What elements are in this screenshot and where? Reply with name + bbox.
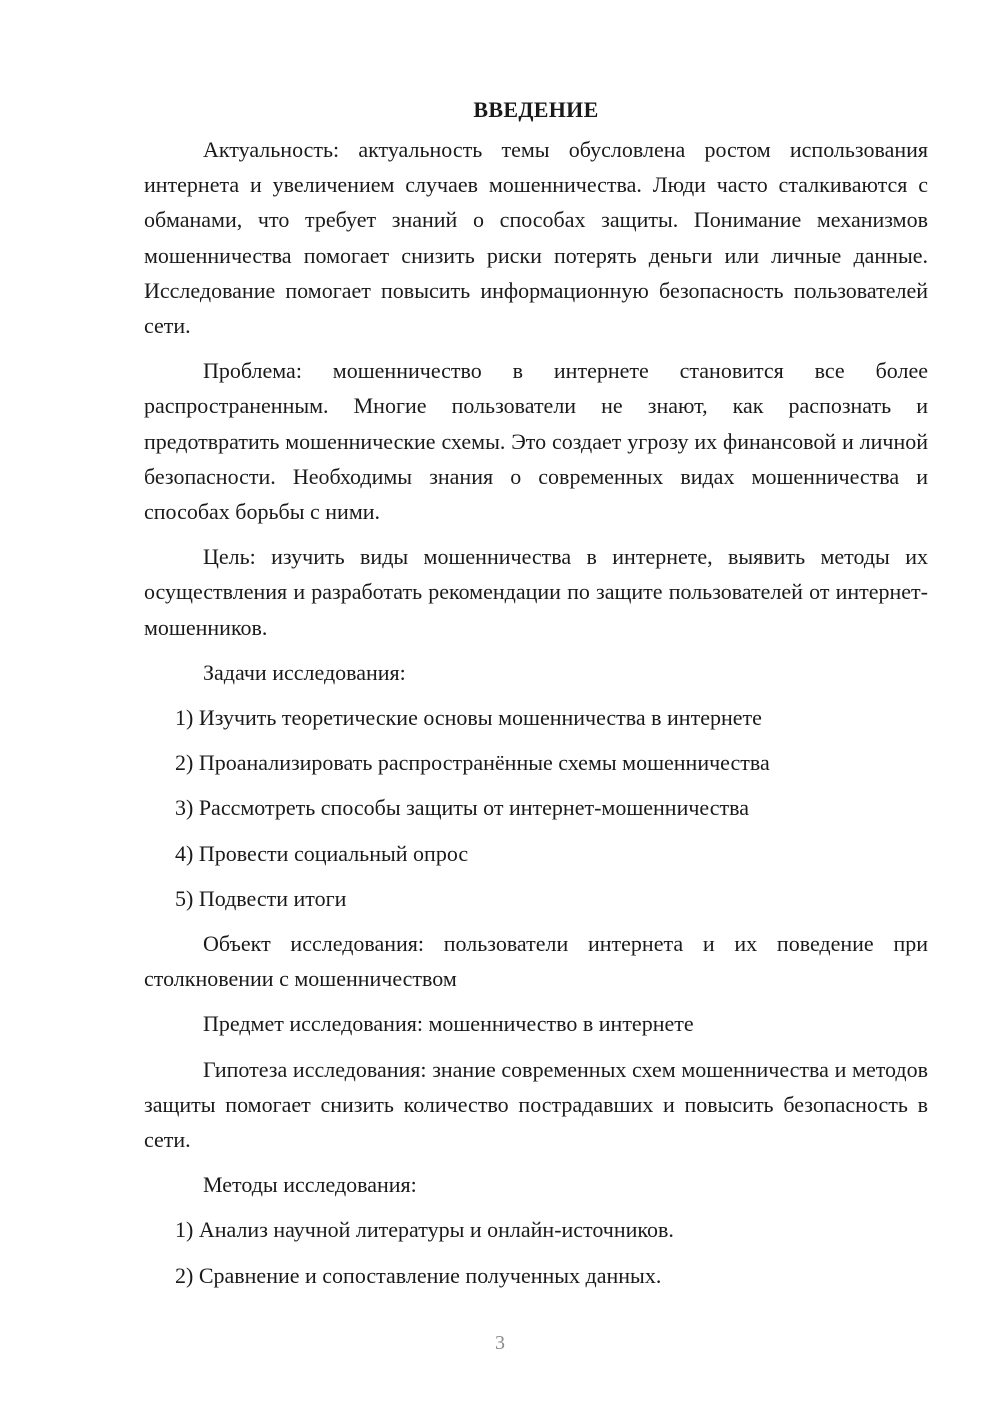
methods-heading: Методы исследования: — [203, 1172, 417, 1198]
list-item: 1) Изучить теоретические основы мошенничества в интернете — [175, 705, 762, 731]
methods-list — [144, 1212, 928, 1292]
paragraph-object: Объект исследования: пользователи интернета и их поведение при столкновении с мошенничеством — [144, 931, 928, 992]
page-content — [144, 92, 928, 1303]
list-item: 5) Подвести итоги — [175, 885, 347, 911]
list-item: 2) Проанализировать распространённые схемы мошенничества — [175, 750, 770, 776]
paragraph-relevance: Актуальность: актуальность темы обусловлена ростом использования интернета и увеличением случаев мошенничества. Люди часто сталкиваются с обманами, что требует знаний о способах защиты. Понимание механизмов мошенничества помогает снизить риски потерять деньги или личные данные. Исследование помогает повысить информационную безопасность пользователей сети. — [144, 137, 928, 339]
tasks-list — [144, 700, 928, 916]
page-title: ВВЕДЕНИЕ — [473, 97, 599, 122]
paragraph-hypothesis: Гипотеза исследования: знание современных схем мошенничества и методов защиты помогает снизить количество пострадавших и повысить безопасность в сети. — [144, 1056, 928, 1153]
paragraph-problem: Проблема: мошенничество в интернете становится все более распространенным. Многие пользователи не знают, как распознать и предотвратить мошеннические схемы. Это создает угрозу их финансовой и личной безопасности. Необходимы знания о современных видах мошенничества и способах борьбы с ними. — [144, 358, 928, 525]
paragraph-subject: Предмет исследования: мошенничество в интернете — [203, 1011, 694, 1037]
list-item: 3) Рассмотреть способы защиты от интернет-мошенничества — [175, 795, 749, 821]
page-number: 3 — [495, 1332, 505, 1354]
list-item: 2) Сравнение и сопоставление полученных данных. — [175, 1262, 662, 1288]
list-item: 4) Провести социальный опрос — [175, 840, 469, 866]
tasks-heading: Задачи исследования: — [203, 659, 406, 685]
paragraph-goal: Цель: изучить виды мошенничества в интернете, выявить методы их осуществления и разработать рекомендации по защите пользователей от интернет-мошенников. — [144, 544, 928, 640]
list-item: 1) Анализ научной литературы и онлайн-источников. — [175, 1217, 674, 1243]
